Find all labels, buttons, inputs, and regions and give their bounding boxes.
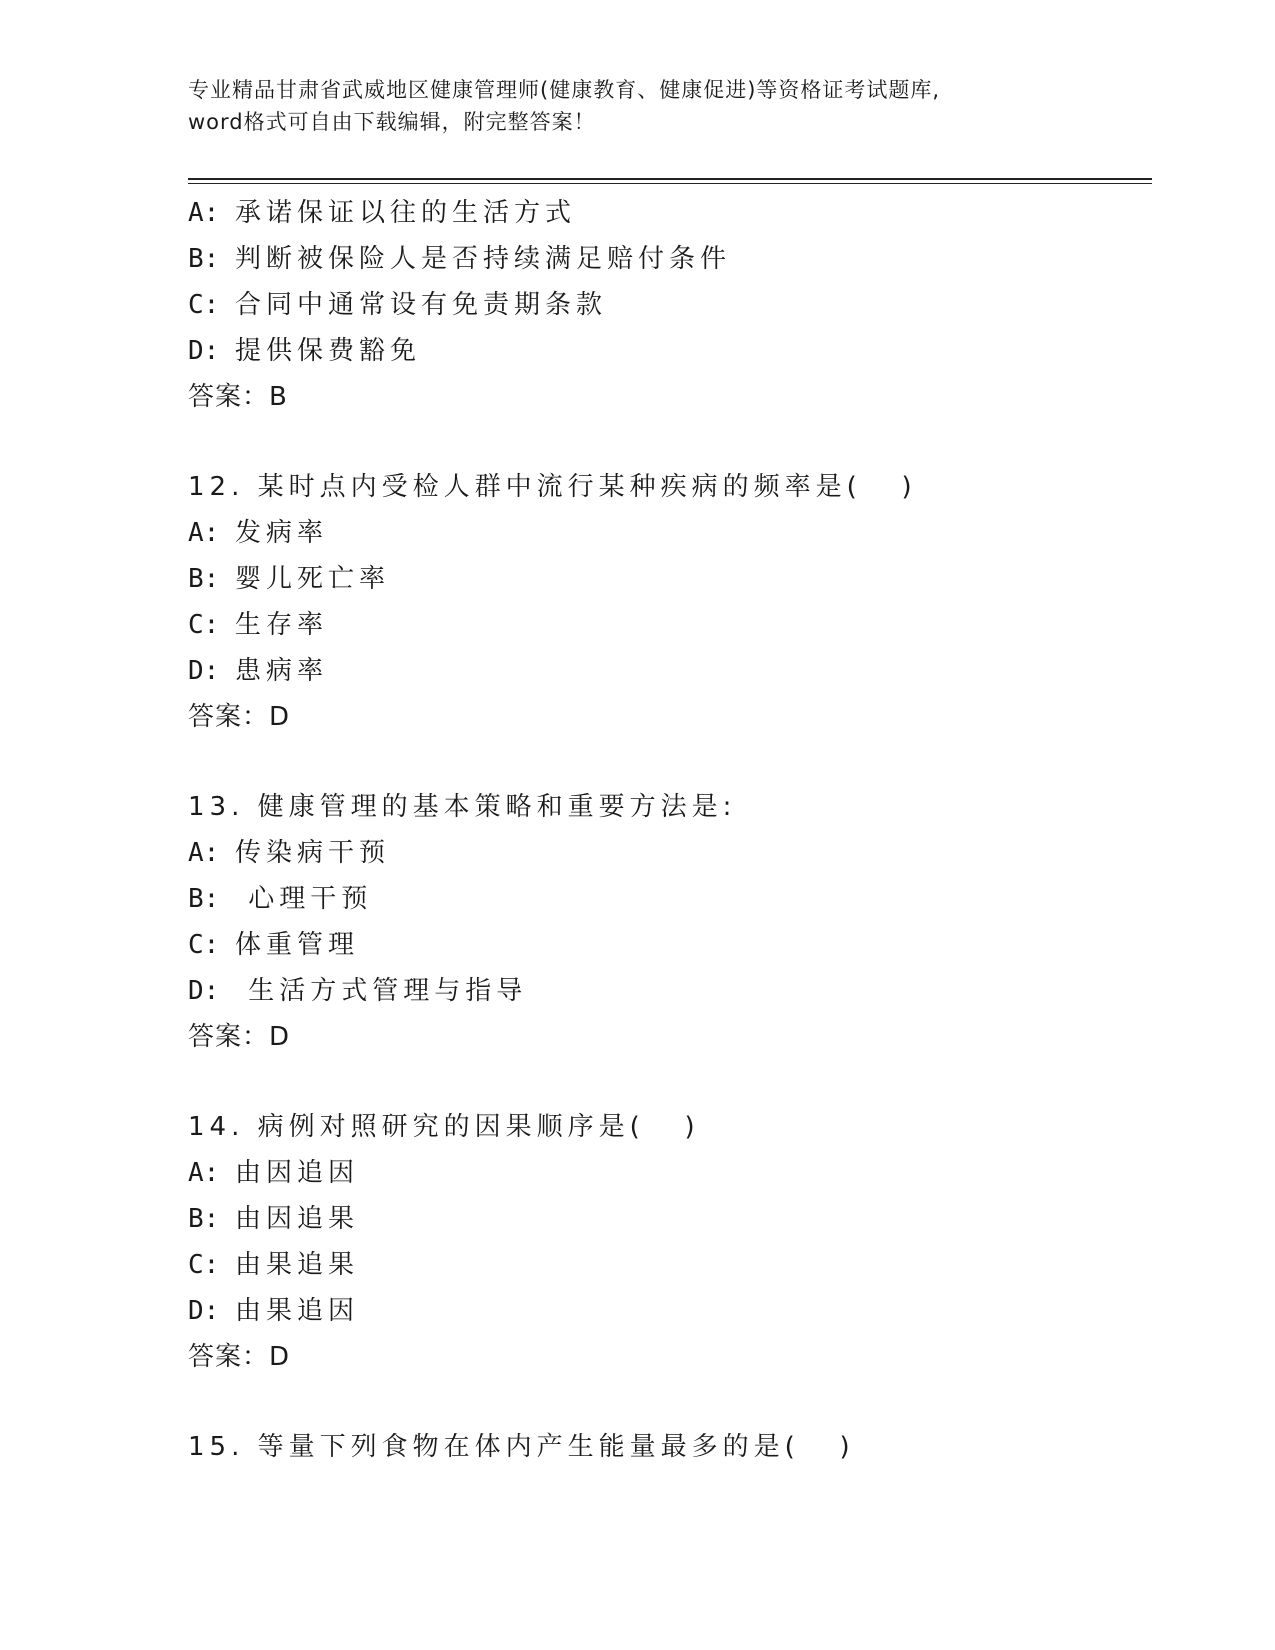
- option-d: D: 提供保费豁免: [188, 336, 421, 366]
- option-a: A: 由因追因: [188, 1158, 359, 1188]
- question-text: 14. 病例对照研究的因果顺序是( ): [188, 1112, 700, 1142]
- option-a: A: 发病率: [188, 518, 328, 548]
- question-list: [188, 190, 1148, 1470]
- question-14-block: [188, 1104, 1148, 1380]
- question-text: 15. 等量下列食物在体内产生能量最多的是( ): [188, 1432, 855, 1462]
- question-text: 12. 某时点内受检人群中流行某种疾病的频率是( ): [188, 472, 917, 502]
- option-b: B: 婴儿死亡率: [188, 564, 390, 594]
- option-d: D: 由果追因: [188, 1296, 359, 1326]
- option-b: B: 由因追果: [188, 1204, 359, 1234]
- header-divider-thick: [188, 178, 1152, 180]
- answer-line: 答案：D: [188, 1342, 291, 1372]
- option-d: D: 生活方式管理与指导: [188, 976, 528, 1006]
- option-b: B: 心理干预: [188, 884, 373, 914]
- question-text: 13. 健康管理的基本策略和重要方法是:: [188, 792, 737, 822]
- header-line-1: 专业精品甘肃省武威地区健康管理师(健康教育、健康促进)等资格证考试题库,: [188, 78, 941, 102]
- option-c: C: 体重管理: [188, 930, 359, 960]
- option-d: D: 患病率: [188, 656, 328, 686]
- question-13-block: [188, 784, 1148, 1060]
- question-12-block: [188, 464, 1148, 740]
- option-a: A: 承诺保证以往的生活方式: [188, 198, 576, 228]
- document-header: [188, 74, 1088, 138]
- header-line-2: word格式可自由下载编辑，附完整答案！: [188, 110, 596, 134]
- option-a: A: 传染病干预: [188, 838, 390, 868]
- option-c: C: 由果追果: [188, 1250, 359, 1280]
- answer-line: 答案：B: [188, 382, 288, 412]
- answer-line: 答案：D: [188, 702, 291, 732]
- option-c: C: 合同中通常设有免责期条款: [188, 290, 607, 320]
- question-11-block: [188, 190, 1148, 420]
- question-15-block: [188, 1424, 1148, 1470]
- answer-line: 答案：D: [188, 1022, 291, 1052]
- header-divider-thin: [188, 183, 1152, 184]
- option-c: C: 生存率: [188, 610, 328, 640]
- option-b: B: 判断被保险人是否持续满足赔付条件: [188, 244, 731, 274]
